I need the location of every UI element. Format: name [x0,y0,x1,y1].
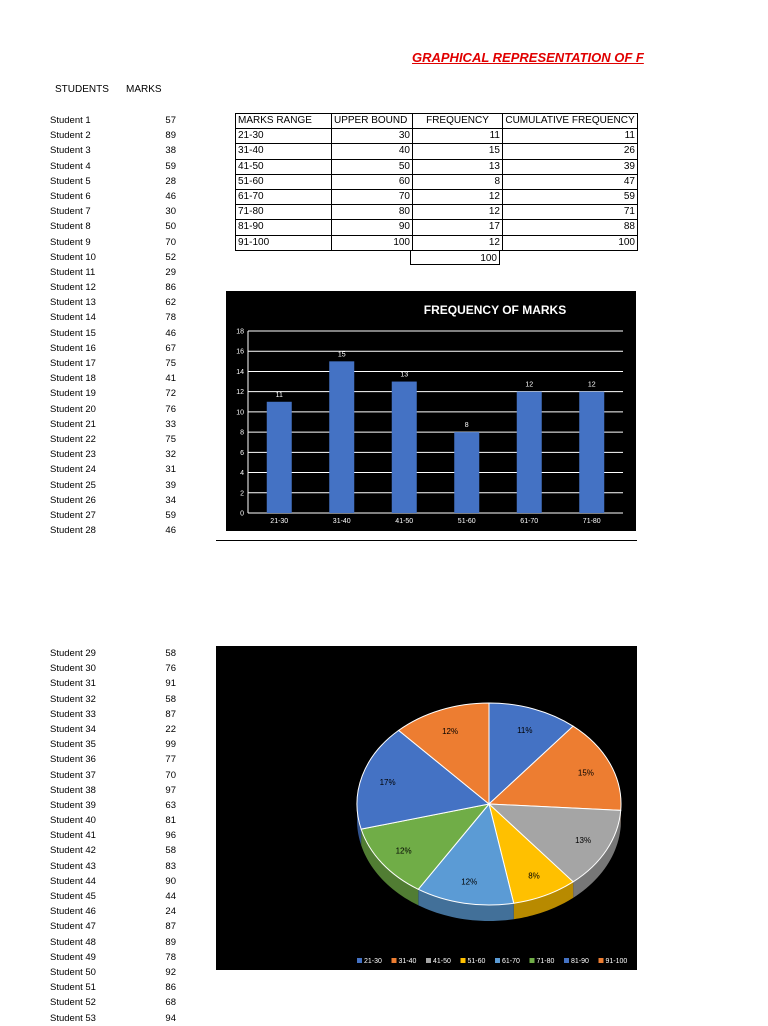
table-cell: 31-40 [236,144,332,159]
frequency-table [235,113,638,251]
legend-entry: 91-100 [606,958,628,965]
table-cell: 100 [332,235,413,250]
y-tick-label: 18 [236,329,244,336]
student-name: Student 49 [50,950,96,965]
legend-swatch [461,958,466,963]
student-name: Student 6 [50,189,91,204]
student-mark: 76 [165,661,176,676]
legend-swatch [357,958,362,963]
table-row [236,144,638,159]
table-row [236,174,638,189]
legend-entry: 21-30 [364,958,382,965]
table-row [236,189,638,204]
student-name: Student 12 [50,280,96,295]
student-row [50,356,176,371]
table-cell: 39 [503,159,638,174]
chart-title: FREQUENCY OF MARKS [424,303,566,317]
student-name: Student 18 [50,371,96,386]
table-cell: 12 [413,235,503,250]
table-cell: 17 [413,220,503,235]
student-name: Student 30 [50,661,96,676]
student-name: Student 53 [50,1011,96,1026]
student-mark: 89 [165,935,176,950]
student-row [50,813,176,828]
student-row [50,768,176,783]
student-row [50,783,176,798]
student-row [50,128,176,143]
student-mark: 52 [165,250,176,265]
student-mark: 38 [165,143,176,158]
student-row [50,493,176,508]
student-mark: 92 [165,965,176,980]
legend-entry: 51-60 [468,958,486,965]
student-row [50,828,176,843]
student-list-top [50,113,176,538]
legend-swatch [392,958,397,963]
column-header: MARKS RANGE [236,114,332,129]
marks-header: MARKS [126,84,162,95]
student-row [50,250,176,265]
pie-data-label: 12% [396,846,412,855]
student-name: Student 45 [50,889,96,904]
table-cell: 26 [503,144,638,159]
student-row [50,326,176,341]
student-name: Student 44 [50,874,96,889]
student-name: Student 26 [50,493,96,508]
student-mark: 58 [165,843,176,858]
bar [267,402,292,513]
student-name: Student 34 [50,722,96,737]
student-row [50,265,176,280]
student-name: Student 25 [50,478,96,493]
table-cell: 41-50 [236,159,332,174]
legend-swatch [495,958,500,963]
student-mark: 30 [165,204,176,219]
student-mark: 63 [165,798,176,813]
student-name: Student 40 [50,813,96,828]
student-row [50,935,176,950]
student-mark: 39 [165,478,176,493]
student-mark: 76 [165,402,176,417]
student-row [50,462,176,477]
student-row [50,508,176,523]
table-cell: 59 [503,189,638,204]
table-cell: 30 [332,129,413,144]
student-mark: 24 [165,904,176,919]
bar [454,432,479,513]
student-row [50,707,176,722]
student-name: Student 38 [50,783,96,798]
student-row [50,310,176,325]
student-mark: 46 [165,523,176,538]
student-mark: 97 [165,783,176,798]
student-row [50,737,176,752]
table-cell: 80 [332,205,413,220]
student-mark: 77 [165,752,176,767]
table-cell: 11 [503,129,638,144]
student-mark: 87 [165,919,176,934]
student-mark: 70 [165,235,176,250]
student-mark: 89 [165,128,176,143]
student-list-bottom [50,646,176,1026]
student-name: Student 10 [50,250,96,265]
pie-data-label: 17% [380,778,396,787]
student-mark: 44 [165,889,176,904]
divider-line [216,540,637,541]
student-mark: 59 [165,508,176,523]
student-mark: 86 [165,280,176,295]
student-name: Student 27 [50,508,96,523]
student-row [50,889,176,904]
y-tick-label: 10 [236,409,244,416]
bar-chart [226,291,636,531]
student-mark: 62 [165,295,176,310]
student-row [50,219,176,234]
student-mark: 46 [165,189,176,204]
legend-swatch [530,958,535,963]
student-mark: 91 [165,676,176,691]
student-row [50,447,176,462]
student-mark: 58 [165,646,176,661]
student-name: Student 46 [50,904,96,919]
pie-data-label: 15% [578,769,594,778]
student-row [50,341,176,356]
x-tick-label: 51-60 [458,518,476,525]
y-tick-label: 14 [236,369,244,376]
student-name: Student 42 [50,843,96,858]
y-tick-label: 6 [240,450,244,457]
pie-data-label: 8% [528,871,540,880]
student-row [50,919,176,934]
student-row [50,843,176,858]
student-mark: 33 [165,417,176,432]
column-header: FREQUENCY [413,114,503,129]
student-mark: 22 [165,722,176,737]
student-name: Student 33 [50,707,96,722]
table-cell: 91-100 [236,235,332,250]
student-row [50,965,176,980]
student-name: Student 8 [50,219,91,234]
data-label: 12 [525,382,533,389]
student-mark: 31 [165,462,176,477]
table-cell: 81-90 [236,220,332,235]
student-row [50,904,176,919]
student-mark: 70 [165,768,176,783]
student-name: Student 19 [50,386,96,401]
student-mark: 32 [165,447,176,462]
table-cell: 40 [332,144,413,159]
student-name: Student 41 [50,828,96,843]
legend-swatch [564,958,569,963]
table-cell: 61-70 [236,189,332,204]
student-name: Student 32 [50,692,96,707]
student-mark: 86 [165,980,176,995]
table-row [236,220,638,235]
table-cell: 12 [413,189,503,204]
student-row [50,950,176,965]
student-row [50,798,176,813]
data-label: 15 [338,351,346,358]
student-mark: 46 [165,326,176,341]
data-label: 12 [588,382,596,389]
student-name: Student 1 [50,113,91,128]
student-name: Student 24 [50,462,96,477]
student-mark: 72 [165,386,176,401]
student-row [50,371,176,386]
student-mark: 78 [165,310,176,325]
y-tick-label: 2 [240,490,244,497]
student-name: Student 35 [50,737,96,752]
table-cell: 47 [503,174,638,189]
student-mark: 50 [165,219,176,234]
table-cell: 88 [503,220,638,235]
student-name: Student 15 [50,326,96,341]
table-cell: 100 [503,235,638,250]
legend-entry: 61-70 [502,958,520,965]
student-mark: 28 [165,174,176,189]
student-row [50,113,176,128]
student-row [50,235,176,250]
data-label: 13 [400,372,408,379]
student-row [50,980,176,995]
student-name: Student 50 [50,965,96,980]
table-cell: 11 [413,129,503,144]
student-row [50,432,176,447]
student-row [50,752,176,767]
student-mark: 90 [165,874,176,889]
x-tick-label: 71-80 [583,518,601,525]
student-mark: 94 [165,1011,176,1026]
student-name: Student 43 [50,859,96,874]
student-mark: 87 [165,707,176,722]
student-mark: 83 [165,859,176,874]
student-name: Student 7 [50,204,91,219]
student-row [50,143,176,158]
pie-chart [216,646,637,970]
table-cell: 13 [413,159,503,174]
student-mark: 96 [165,828,176,843]
student-row [50,280,176,295]
bar [579,392,604,513]
x-tick-label: 61-70 [520,518,538,525]
y-tick-label: 8 [240,430,244,437]
student-mark: 75 [165,432,176,447]
table-cell: 90 [332,220,413,235]
students-header: STUDENTS [55,84,109,95]
legend-entry: 81-90 [571,958,589,965]
legend-entry: 31-40 [399,958,417,965]
page-title: GRAPHICAL REPRESENTATION OF F [412,50,644,65]
student-row [50,676,176,691]
pie-data-label: 11% [517,726,532,735]
student-row [50,417,176,432]
student-row [50,646,176,661]
student-name: Student 16 [50,341,96,356]
student-name: Student 23 [50,447,96,462]
table-row [236,235,638,250]
student-row [50,1011,176,1026]
student-row [50,386,176,401]
student-row [50,189,176,204]
bar [392,382,417,513]
student-name: Student 3 [50,143,91,158]
student-name: Student 47 [50,919,96,934]
student-name: Student 4 [50,159,91,174]
student-row [50,295,176,310]
student-mark: 57 [165,113,176,128]
student-row [50,478,176,493]
student-name: Student 48 [50,935,96,950]
table-cell: 60 [332,174,413,189]
table-cell: 51-60 [236,174,332,189]
student-name: Student 21 [50,417,96,432]
student-name: Student 14 [50,310,96,325]
student-name: Student 28 [50,523,96,538]
student-name: Student 9 [50,235,91,250]
student-mark: 58 [165,692,176,707]
bar [517,392,542,513]
student-row [50,995,176,1010]
table-cell: 21-30 [236,129,332,144]
legend-swatch [599,958,604,963]
student-name: Student 22 [50,432,96,447]
column-header: UPPER BOUND [332,114,413,129]
student-row [50,722,176,737]
table-cell: 71 [503,205,638,220]
student-mark: 68 [165,995,176,1010]
table-cell: 12 [413,205,503,220]
pie-data-label: 12% [442,727,458,736]
student-name: Student 52 [50,995,96,1010]
student-row [50,859,176,874]
pie-data-label: 12% [461,877,477,886]
student-name: Student 29 [50,646,96,661]
student-row [50,661,176,676]
x-tick-label: 21-30 [270,518,288,525]
table-row [236,129,638,144]
legend-swatch [426,958,431,963]
y-tick-label: 0 [240,511,244,518]
student-name: Student 37 [50,768,96,783]
x-tick-label: 31-40 [333,518,351,525]
table-cell: 15 [413,144,503,159]
x-tick-label: 41-50 [395,518,413,525]
table-cell: 50 [332,159,413,174]
table-cell: 71-80 [236,205,332,220]
student-name: Student 5 [50,174,91,189]
student-mark: 99 [165,737,176,752]
student-row [50,174,176,189]
student-mark: 34 [165,493,176,508]
table-row [236,159,638,174]
student-mark: 59 [165,159,176,174]
student-mark: 29 [165,265,176,280]
bar [329,361,354,513]
student-row [50,523,176,538]
student-name: Student 20 [50,402,96,417]
bar-chart-svg [226,291,636,531]
student-name: Student 39 [50,798,96,813]
student-mark: 67 [165,341,176,356]
table-cell: 70 [332,189,413,204]
pie-data-label: 13% [575,836,591,845]
student-name: Student 51 [50,980,96,995]
frequency-total: 100 [410,250,500,265]
student-name: Student 11 [50,265,95,280]
student-name: Student 13 [50,295,96,310]
student-name: Student 2 [50,128,91,143]
y-tick-label: 4 [240,470,244,477]
student-name: Student 17 [50,356,96,371]
student-name: Student 31 [50,676,96,691]
student-row [50,874,176,889]
student-mark: 78 [165,950,176,965]
table-row [236,205,638,220]
student-row [50,159,176,174]
student-row [50,692,176,707]
student-row [50,204,176,219]
column-header: CUMULATIVE FREQUENCY [503,114,638,129]
data-label: 11 [276,392,283,399]
student-mark: 75 [165,356,176,371]
pie-chart-svg [216,646,637,970]
student-mark: 81 [165,813,176,828]
legend-entry: 41-50 [433,958,451,965]
y-tick-label: 12 [236,389,244,396]
y-tick-label: 16 [236,349,244,356]
legend-entry: 71-80 [537,958,555,965]
student-row [50,402,176,417]
student-mark: 41 [165,371,176,386]
student-name: Student 36 [50,752,96,767]
table-cell: 8 [413,174,503,189]
data-label: 8 [465,422,469,429]
